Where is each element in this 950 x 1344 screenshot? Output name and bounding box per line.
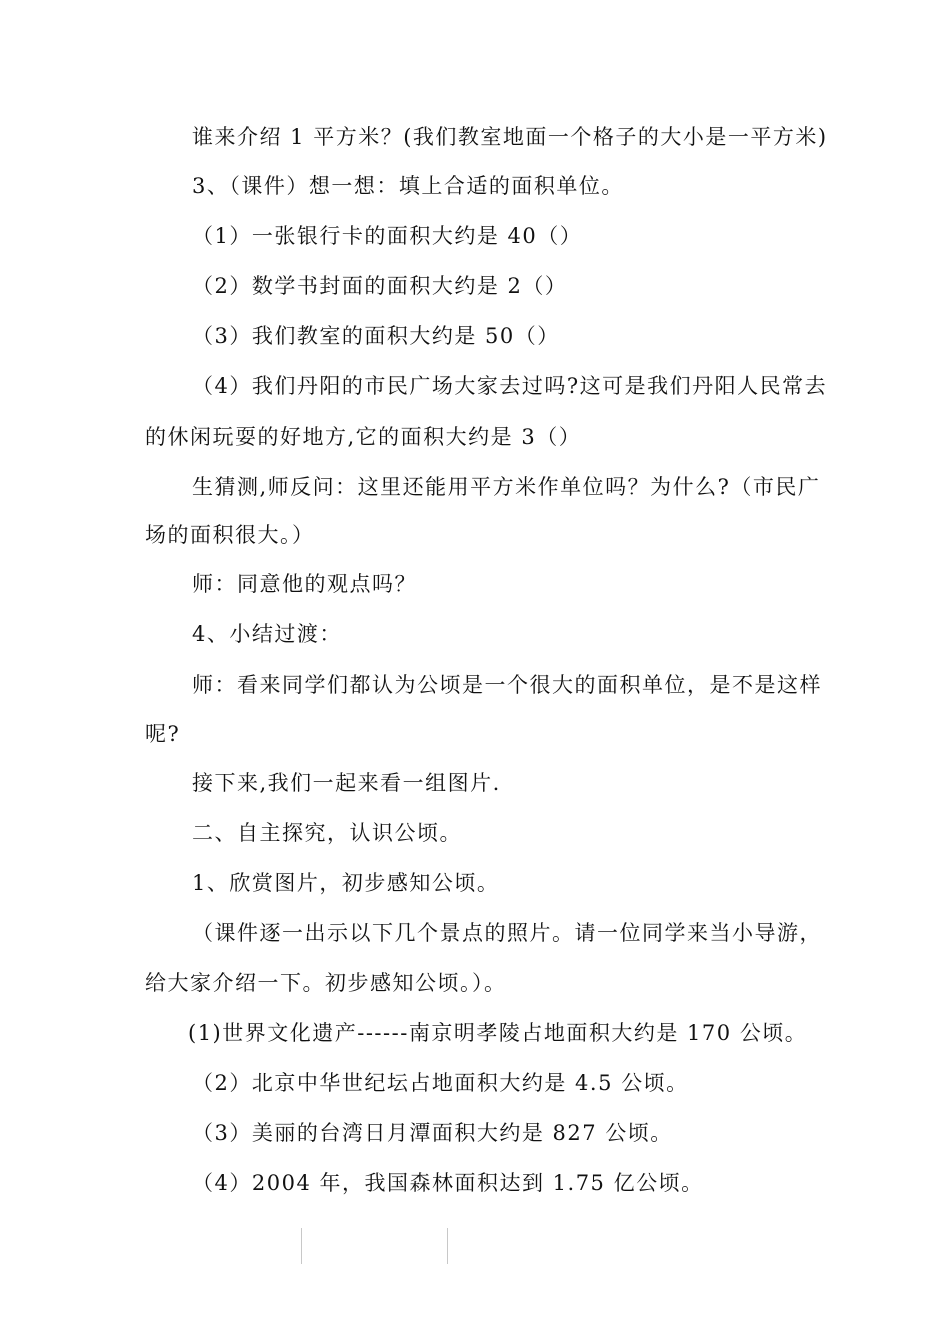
text-line: 1、欣赏图片，初步感知公顷。 [192,871,500,895]
text-line: 的休闲玩耍的好地方,它的面积大约是 3（） [145,425,582,449]
text-line: (1)世界文化遗产------南京明孝陵占地面积大约是 170 公顷。 [188,1021,808,1045]
text-line: （2）北京中华世纪坛占地面积大约是 4.5 公顷。 [192,1071,689,1095]
text-line: 3、（课件）想一想：填上合适的面积单位。 [192,174,624,198]
text-line: （3）我们教室的面积大约是 50（） [192,324,560,348]
text-line: 场的面积很大。） [145,523,315,547]
text-line: 二、自主探究，认识公顷。 [192,821,462,845]
text-line: 给大家介绍一下。初步感知公顷。）。 [145,971,507,995]
text-line: 4、小结过渡： [192,622,342,646]
text-line: （2）数学书封面的面积大约是 2（） [192,274,568,298]
divider-line [301,1228,302,1264]
text-line: （4）2004 年，我国森林面积达到 1.75 亿公顷。 [192,1171,704,1195]
text-line: 师：同意他的观点吗？ [192,572,417,596]
text-line: 接下来,我们一起来看一组图片. [192,771,501,795]
text-line: （课件逐一出示以下几个景点的照片。请一位同学来当小导游， [192,921,822,945]
text-line: （1）一张银行卡的面积大约是 40（） [192,224,583,248]
text-line: 师：看来同学们都认为公顷是一个很大的面积单位，是不是这样 [192,673,822,697]
text-line: 呢? [145,722,181,746]
divider-line [447,1228,448,1264]
text-line: 生猜测,师反问：这里还能用平方米作单位吗？为什么?（市民广 [192,475,821,499]
text-line: （3）美丽的台湾日月潭面积大约是 827 公顷。 [192,1121,673,1145]
text-line: （4）我们丹阳的市民广场大家去过吗?这可是我们丹阳人民常去 [192,374,828,398]
text-line: 谁来介绍 1 平方米？(我们教室地面一个格子的大小是一平方米) [192,125,828,149]
